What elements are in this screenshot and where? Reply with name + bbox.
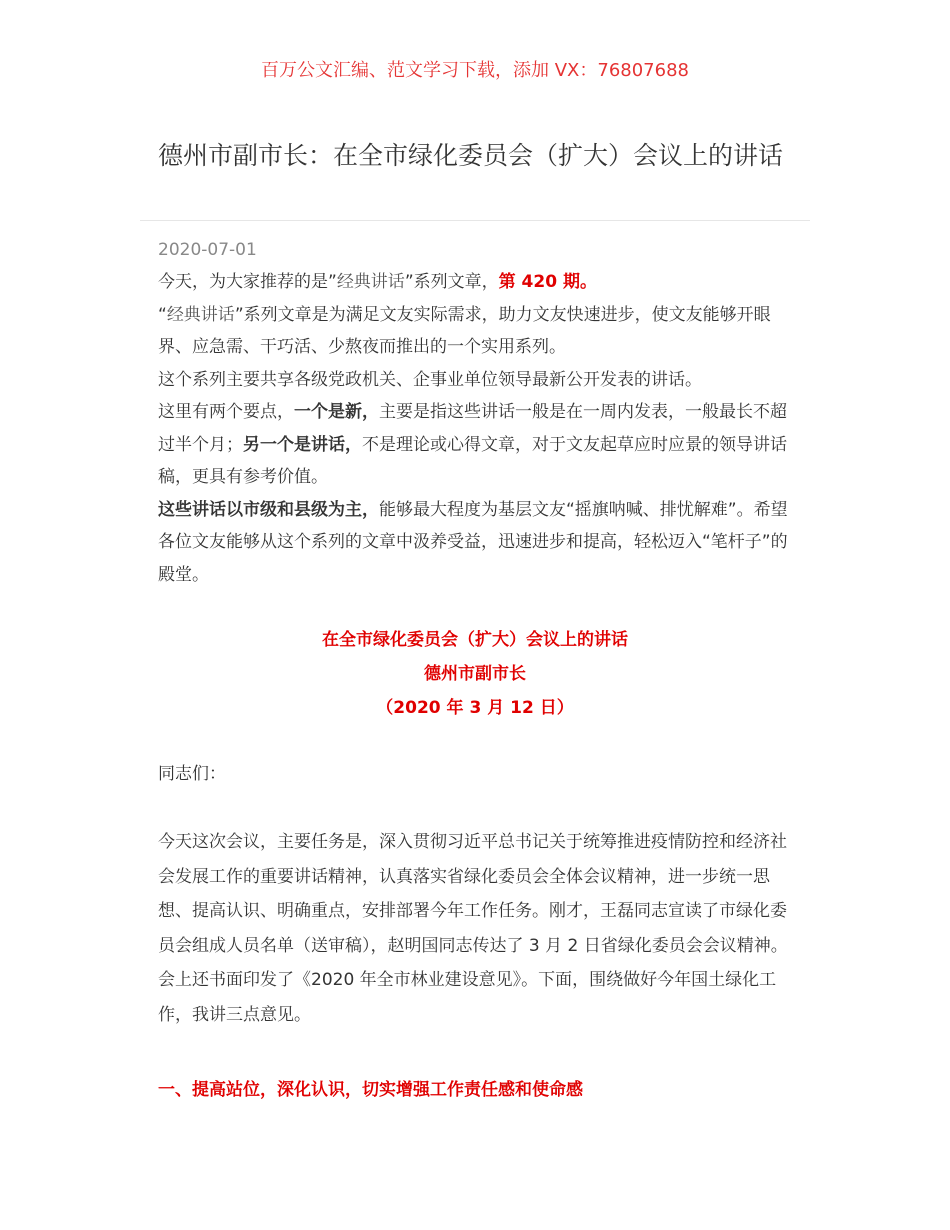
intro-text: ”系列文章是为满足文友实际需求，助力文友快速进步，使文友能够开眼界、应急需、干巧活、少熬夜而推出的一个实用系列。 bbox=[158, 304, 771, 357]
promo-banner: 百万公文汇编、范文学习下载，添加 VX：76807688 bbox=[261, 60, 689, 81]
speech-heading: 在全市绿化委员会（扩大）会议上的讲话 bbox=[322, 630, 628, 650]
speech-date: （2020 年 3 月 12 日） bbox=[376, 698, 574, 718]
intro-text: 今天，为大家推荐的是” bbox=[158, 272, 337, 292]
intro-paragraph-1 bbox=[158, 266, 796, 299]
page-title: 德州市副市长：在全市绿化委员会（扩大）会议上的讲话 bbox=[158, 141, 784, 170]
title-divider bbox=[140, 220, 810, 221]
intro-paragraph-5 bbox=[158, 494, 796, 592]
intro-block bbox=[158, 266, 796, 591]
intro-text: 不是理论或心得文章，对于文友起草应时应景的领导讲话稿，更具有参考价值。 bbox=[158, 434, 787, 487]
salutation: 同志们： bbox=[158, 764, 226, 784]
speech-body-paragraph: 今天这次会议，主要任务是，深入贯彻习近平总书记关于统筹推进疫情防控和经济社会发展工作的重要讲话精神，认真落实省绿化委员会全体会议精神，进一步统一思想、提高认识、明确重点，安排部署今年工作任务。刚才，王磊同志宣读了市绿化委员会组成人员名单（送审稿），赵明国同志传达了 3 月 2 日省绿化委员会会议精神。会上还书面印发了《2020 年全市林业建设意见》。下面，围绕做好今年国土绿化工作，我讲三点意见。 bbox=[158, 832, 788, 1025]
key-point-level: 这些讲话以市级和县级为主， bbox=[158, 499, 379, 520]
section-heading-1: 一、提高站位，深化认识，切实增强工作责任感和使命感 bbox=[158, 1080, 583, 1100]
intro-text: 主要是指这些讲话一般是在一周内发表，一般最长不超过半个月； bbox=[158, 402, 787, 455]
key-point-new: 一个是新， bbox=[294, 402, 379, 422]
intro-text: 能够最大程度为基层文友“摇旗呐喊、排忧解难”。希望各位文友能够从这个系列的文章中汲养受益，迅速进步和提高，轻松迈入“笔杆子”的殿堂。 bbox=[158, 499, 788, 585]
intro-text: “ bbox=[158, 304, 167, 325]
key-point-speech: 另一个是讲话， bbox=[243, 434, 362, 455]
series-name: 经典讲话 bbox=[336, 272, 405, 292]
intro-paragraph-3: 这个系列主要共享各级党政机关、企事业单位领导最新公开发表的讲话。 bbox=[158, 369, 702, 390]
intro-text: ”系列文章， bbox=[404, 272, 499, 292]
intro-text: 这里有两个要点， bbox=[158, 402, 294, 422]
issue-number: 第 420 期。 bbox=[498, 272, 597, 292]
intro-paragraph-4 bbox=[158, 396, 796, 494]
speech-speaker: 德州市副市长 bbox=[424, 664, 526, 684]
intro-paragraph-2 bbox=[158, 299, 796, 364]
series-name: 经典讲话 bbox=[166, 304, 235, 325]
publish-date: 2020-07-01 bbox=[158, 240, 257, 260]
